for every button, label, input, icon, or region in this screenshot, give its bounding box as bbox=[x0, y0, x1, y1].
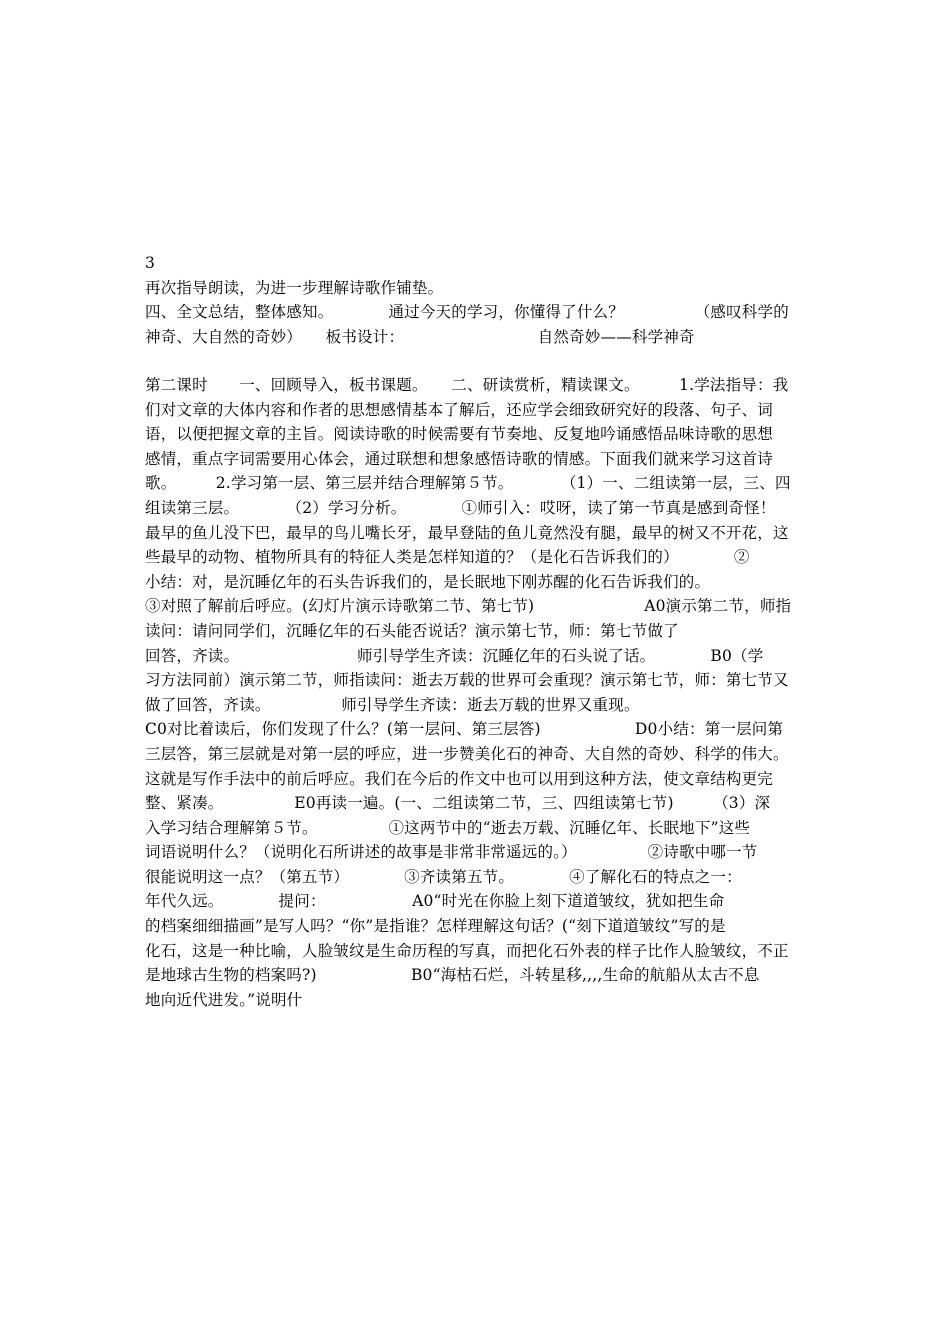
text-line: 歌。 2.学习第一层、第三层并结合理解第５节。 （1）一、二组读第一层，三、四 bbox=[145, 474, 791, 493]
text-line: 的档案细细描画”是写人吗？“你”是指谁？怎样理解这句话？(“刻下道道皱纹”写的是 bbox=[145, 917, 726, 936]
upper-text-block bbox=[145, 251, 809, 349]
text-line: 三层答，第三层就是对第一层的呼应，进一步赞美化石的神奇、大自然的奇妙、科学的伟大。 bbox=[145, 744, 789, 763]
text-line: 回答，齐读。 师引导学生齐读：沉睡亿年的石头说了话。 B0（学 bbox=[145, 646, 764, 665]
text-line: 词语说明什么？（说明化石所讲述的故事是非常非常遥远的。） ②诗歌中哪一节 bbox=[145, 843, 758, 862]
text-line: 感情，重点字词需要用心体会，通过联想和想象感悟诗歌的情感。下面我们就来学习这首诗 bbox=[145, 449, 774, 468]
text-line: 第二课时 一、回顾导入，板书课题。 二、研读赏析，精读课文。 1.学法指导：我 bbox=[145, 376, 789, 394]
text-line: 再次指导朗读，为进一步理解诗歌作铺垫。 bbox=[145, 278, 444, 297]
text-line: 组读第三层。 （2）学习分析。 ①师引入：哎呀，读了第一节真是感到奇怪！ bbox=[145, 498, 776, 517]
text-line: 语，以便把握文章的主旨。阅读诗歌的时候需要有节奏地、反复地吟诵感悟品味诗歌的思想 bbox=[145, 425, 774, 444]
text-line: 这就是写作手法中的前后呼应。我们在今后的作文中也可以用到这种方法，使文章结构更完 bbox=[145, 769, 774, 788]
text-line: 年代久远。 提问： A0“时光在你脸上刻下道道皱纹，犹如把生命 bbox=[145, 892, 725, 911]
text-line: C0对比着读后，你们发现了什么？(第一层问、第三层答) D0小结：第一层问第 bbox=[145, 720, 784, 739]
text-line: 们对文章的大体内容和作者的思想感情基本了解后，还应学会细致研究好的段落、句子、词 bbox=[145, 400, 774, 419]
text-line: 些最早的动物、植物所具有的特征人类是怎样知道的？（是化石告诉我们的） ② bbox=[145, 548, 750, 567]
text-line: 整、紧凑。 E0再读一遍。(一、二组读第二节，三、四组读第七节) （3）深 bbox=[145, 794, 771, 813]
text-line: 读问：请问同学们，沉睡亿年的石头能否说话？演示第七节，师：第七节做了 bbox=[145, 621, 679, 640]
text-line: 小结：对，是沉睡亿年的石头告诉我们的，是长眠地下刚苏醒的化石告诉我们的。 bbox=[145, 572, 711, 591]
text-line: 很能说明这一点？（第五节） ③齐读第五节。 ④了解化石的特点之一： bbox=[145, 867, 742, 886]
page-number: 3 bbox=[145, 254, 156, 272]
text-line: 最早的鱼儿没下巴，最早的鸟儿嘴长牙，最早登陆的鱼儿竟然没有腿，最早的树又不开花，这 bbox=[145, 523, 789, 542]
text-line: 习方法同前）演示第二节，师指读问：逝去万载的世界可会重现？演示第七节，师：第七节又 bbox=[145, 671, 789, 690]
text-line: 入学习结合理解第５节。 ①这两节中的“逝去万载、沉睡亿年、长眠地下”这些 bbox=[145, 818, 751, 837]
text-line: 是地球古生物的档案吗?) B0“海枯石烂，斗转星移,,,,生命的航船从太古不息 bbox=[145, 966, 760, 985]
text-line: ③对照了解前后呼应。(幻灯片演示诗歌第二节、第七节) A0演示第二节，师指 bbox=[145, 597, 792, 616]
text-line: 化石，这是一种比喻，人脸皱纹是生命历程的写真，而把化石外表的样子比作人脸皱纹，不正 bbox=[145, 941, 789, 960]
lower-text-block bbox=[145, 373, 809, 1012]
text-line: 地向近代进发。”说明什 bbox=[145, 990, 303, 1009]
text-line: 四、全文总结，整体感知。 通过今天的学习，你懂得了什么？ （感叹科学的 bbox=[145, 303, 789, 322]
text-line: 神奇、大自然的奇妙） 板书设计： 自然奇妙——科学神奇 bbox=[145, 327, 695, 346]
text-line: 做了回答，齐读。 师引导学生齐读：逝去万载的世界又重现。 bbox=[145, 695, 640, 714]
